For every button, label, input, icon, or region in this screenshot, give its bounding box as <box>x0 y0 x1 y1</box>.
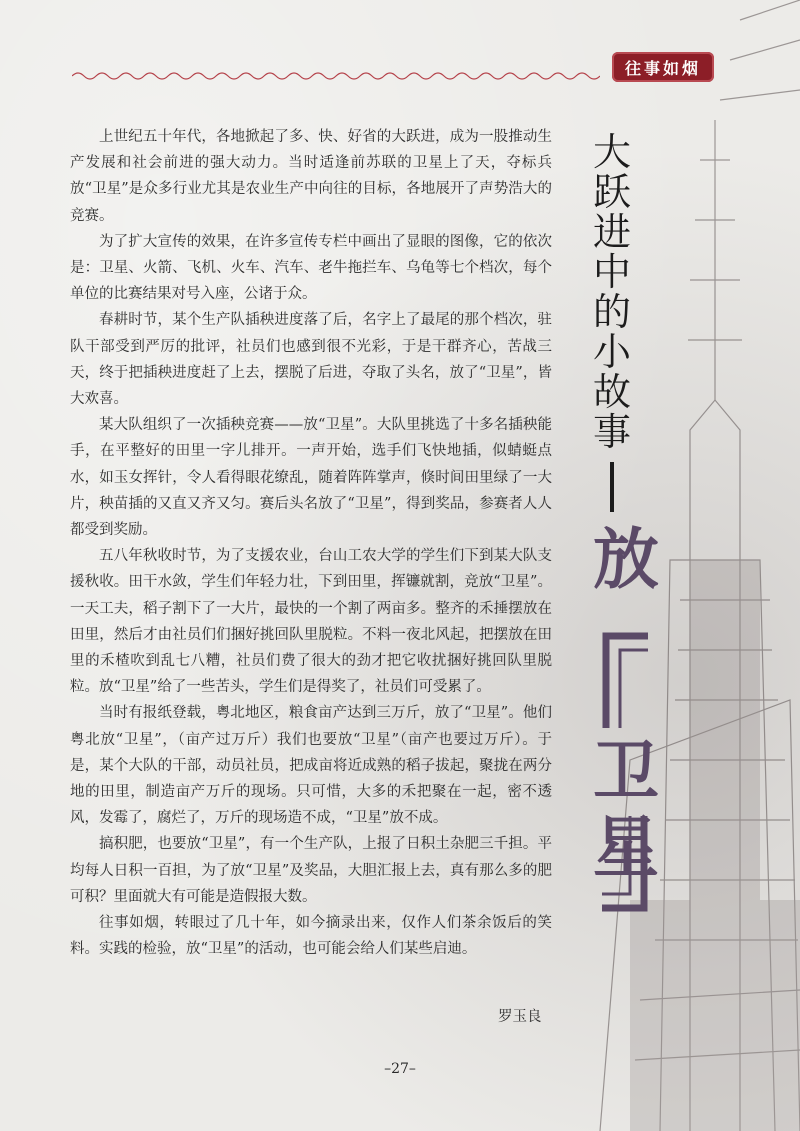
title-char: 进 <box>592 210 631 254</box>
main-title-char: 卫 <box>593 733 659 810</box>
article-body <box>70 124 552 963</box>
title-char: 中 <box>592 250 631 294</box>
section-tag <box>612 52 714 82</box>
title-char: 大 <box>592 130 631 174</box>
paragraph: 为了扩大宣传的效果，在许多宣传专栏中画出了显眼的图像，它的依次是：卫星、火箭、飞机、火车、汽车、老牛拖拦车、乌龟等七个档次，每个单位的比赛结果对号入座，公诸于众。 <box>70 233 552 303</box>
section-tag-label: 往事如烟 <box>624 58 701 78</box>
page-number: –27– <box>384 1061 416 1077</box>
tower-sketch-illustration <box>540 0 800 1131</box>
title-char: 的 <box>592 290 631 334</box>
title-char: 跃 <box>592 170 631 214</box>
author-signature: 罗玉良 <box>498 1009 542 1025</box>
paragraph: 某大队组织了一次插秧竞赛——放“卫星”。大队里挑选了十多名插秧能手，在平整好的田里一字儿排开。一声开始，选手们飞快地插，似蜻蜓点水，如玉女挥针，令人看得眼花缭乱，随着阵阵掌声，倏时间田里绿了一大片，秧苗插的又直又齐又匀。赛后头名放了“卫星”，得到奖品，参赛者人人都受到奖励。 <box>70 417 552 539</box>
paragraph: 当时有报纸登载，粤北地区，粮食亩产达到三万斤，放了“卫星”。他们粤北放“卫星”，（亩产过万斤）我们也要放“卫星”（亩产也要过万斤）。于是，某个大队的干部，动员社员，把成亩将近成熟的稻子拔起，聚拢在两分地的田里，制造亩产万斤的现场。只可惜，大多的禾把聚在一起，密不透风，发霉了，腐烂了，万斤的现场造不成，“卫星”放不成。 <box>70 705 552 827</box>
main-title-char: 星 <box>593 809 659 886</box>
header-decorative-rule <box>72 70 600 82</box>
paragraph: 往事如烟，转眼过了几十年，如今摘录出来，仅作人们茶余饭后的笑料。实践的检验，放“卫星”的活动，也可能会给人们某些启迪。 <box>70 915 552 958</box>
title-dash <box>610 462 614 512</box>
title-bracket-close <box>596 812 652 912</box>
paragraph: 搞积肥，也要放“卫星”，有一个生产队，上报了日积土杂肥三千担。平均每人日积一百担，为了放“卫星”及奖品，大胆汇报上去，真有那么多的肥可积？里面就大有可能是造假报大数。 <box>70 836 552 905</box>
title-char: 故 <box>592 370 631 414</box>
paragraph: 五八年秋收时节，为了支援农业，台山工农大学的学生们下到某大队支援秋收。田干水敛，学生们年轻力壮，下到田里，挥镰就割，竞放“卫星”。一天工夫，稻子割下了一大片，最快的一个割了两亩多。整齐的禾捶摆放在田里，然后才由社员们们捆好挑回队里脱粒。不料一夜北风起，把摆放在田里的禾楂吹到乱七八糟，社员们费了很大的劲才把它收扰捆好挑回队里脱粒。放“卫星”给了一些苦头，学生们是得奖了，社员们可受累了。 <box>70 548 552 696</box>
article-title-vertical <box>588 132 636 452</box>
paragraph: 春耕时节，某个生产队插秧进度落了后，名字上了最尾的那个档次，驻队干部受到严厉的批评，社员们也感到很不光彩，于是干群齐心，苦战三天，终于把插秧进度赶了上去，摆脱了后进，夺取了头名，放了“卫星”，皆大欢喜。 <box>70 312 552 408</box>
main-title-char: 放 <box>593 521 659 598</box>
title-char: 小 <box>592 330 631 374</box>
title-char: 事 <box>592 410 631 454</box>
paragraph: 上世纪五十年代，各地掀起了多、快、好省的大跃进，成为一股推动生产发展和社会前进的强大动力。当时适逢前苏联的卫星上了天，夺标兵放“卫星”是众多行业尤其是农业生产中向往的目标，各地展开了声势浩大的竞赛。 <box>70 129 552 224</box>
